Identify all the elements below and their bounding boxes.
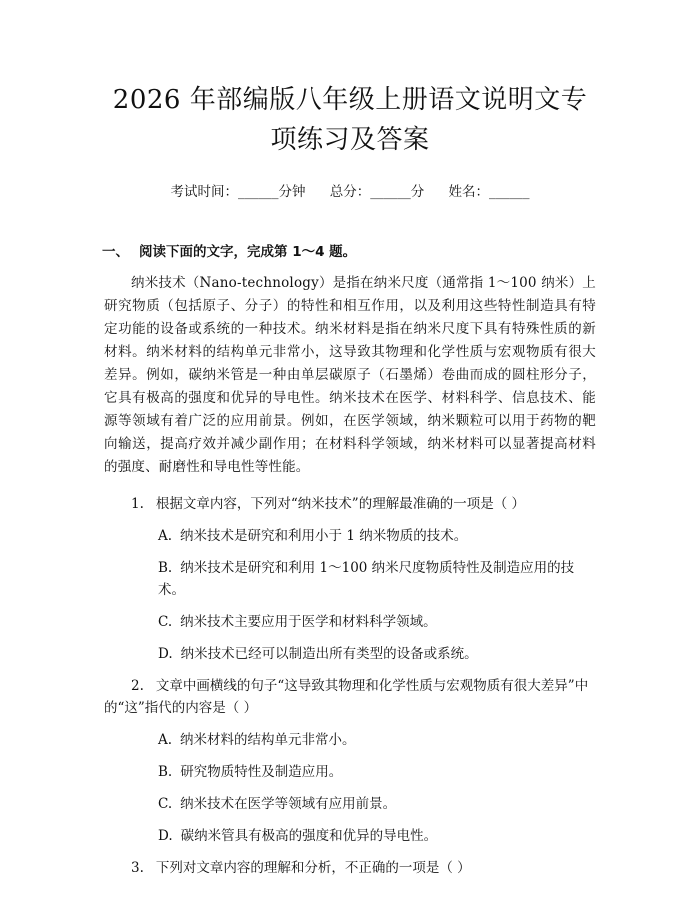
option-text: 纳米材料的结构单元非常小。: [180, 731, 356, 748]
question-stem: [104, 675, 596, 719]
option-2c: [104, 793, 596, 815]
question-text: 根据文章内容，下列对“纳米技术”的理解最准确的一项是（ ）: [155, 495, 525, 512]
exam-time: 考试时间：______分钟: [170, 184, 306, 200]
option-1b: [104, 557, 596, 601]
option-text: 纳米技术已经可以制造出所有类型的设备或系统。: [180, 645, 478, 662]
section-title: 阅读下面的文字，完成第 1～4 题。: [139, 244, 357, 260]
option-letter: C.: [158, 613, 173, 630]
option-1a: [104, 525, 596, 547]
section-number: 一、: [102, 244, 129, 260]
option-text: 纳米技术是研究和利用 1～100 纳米尺度物质特性及制造应用的技术。: [158, 559, 575, 598]
question-3: [104, 857, 596, 879]
question-stem: [104, 493, 596, 515]
option-letter: D.: [158, 827, 173, 844]
question-2: [104, 675, 596, 719]
option-letter: D.: [158, 645, 173, 662]
reading-passage: 纳米技术（Nano-technology）是指在纳米尺度（通常指 1～100 纳米）上研究物质（包括原子、分子）的特性和相互作用，以及利用这些特性制造具有特定功能的设备或系统的一种技术。纳米材料是指在纳米尺度下具有特殊性质的新材料。纳米材料的结构单元非常小，这导致其物理和化学性质与宏观物质有很大差异。例如，碳纳米管是一种由单层碳原子（石墨烯）卷曲而成的圆柱形分子，它具有极高的强度和优异的导电性。纳米技术在医学、材料科学、信息技术、能源等领域有着广泛的应用前景。例如，在医学领域，纳米颗粒可以用于药物的靶向输送，提高疗效并减少副作用；在材料科学领域，纳米材料可以显著提高材料的强度、耐磨性和导电性等性能。: [104, 275, 596, 475]
question-number: 3.: [131, 859, 144, 876]
option-letter: A.: [158, 527, 173, 544]
question-text: 文章中画横线的句子“这导致其物理和化学性质与宏观物质有很大差异”中的“这”指代的内容是（ ）: [104, 677, 589, 716]
option-2d: [104, 825, 596, 847]
option-text: 碳纳米管具有极高的强度和优异的导电性。: [180, 827, 438, 844]
option-1d: [104, 643, 596, 665]
question-text: 下列对文章内容的理解和分析，不正确的一项是（ ）: [155, 859, 471, 876]
section-heading: [102, 242, 596, 262]
option-letter: B.: [158, 559, 173, 576]
option-2a: [104, 729, 596, 751]
question-stem: [104, 857, 596, 879]
option-text: 纳米技术在医学等领域有应用前景。: [180, 795, 397, 812]
option-text: 纳米技术主要应用于医学和材料科学领域。: [180, 613, 437, 630]
question-number: 1.: [131, 495, 144, 512]
option-text: 纳米技术是研究和利用小于 1 纳米物质的技术。: [180, 527, 468, 544]
option-letter: B.: [158, 763, 173, 780]
option-letter: C.: [158, 795, 173, 812]
exam-meta: [104, 182, 596, 202]
option-text: 研究物质特性及制造应用。: [180, 763, 343, 780]
option-2b: [104, 761, 596, 783]
question-1: [104, 493, 596, 515]
option-1c: [104, 611, 596, 633]
option-letter: A.: [158, 731, 173, 748]
exam-score: 总分：______分: [329, 184, 425, 200]
student-name: 姓名：______: [448, 184, 530, 200]
question-number: 2.: [131, 677, 144, 694]
page-title: 2026 年部编版八年级上册语文说明文专项练习及答案: [112, 85, 588, 155]
